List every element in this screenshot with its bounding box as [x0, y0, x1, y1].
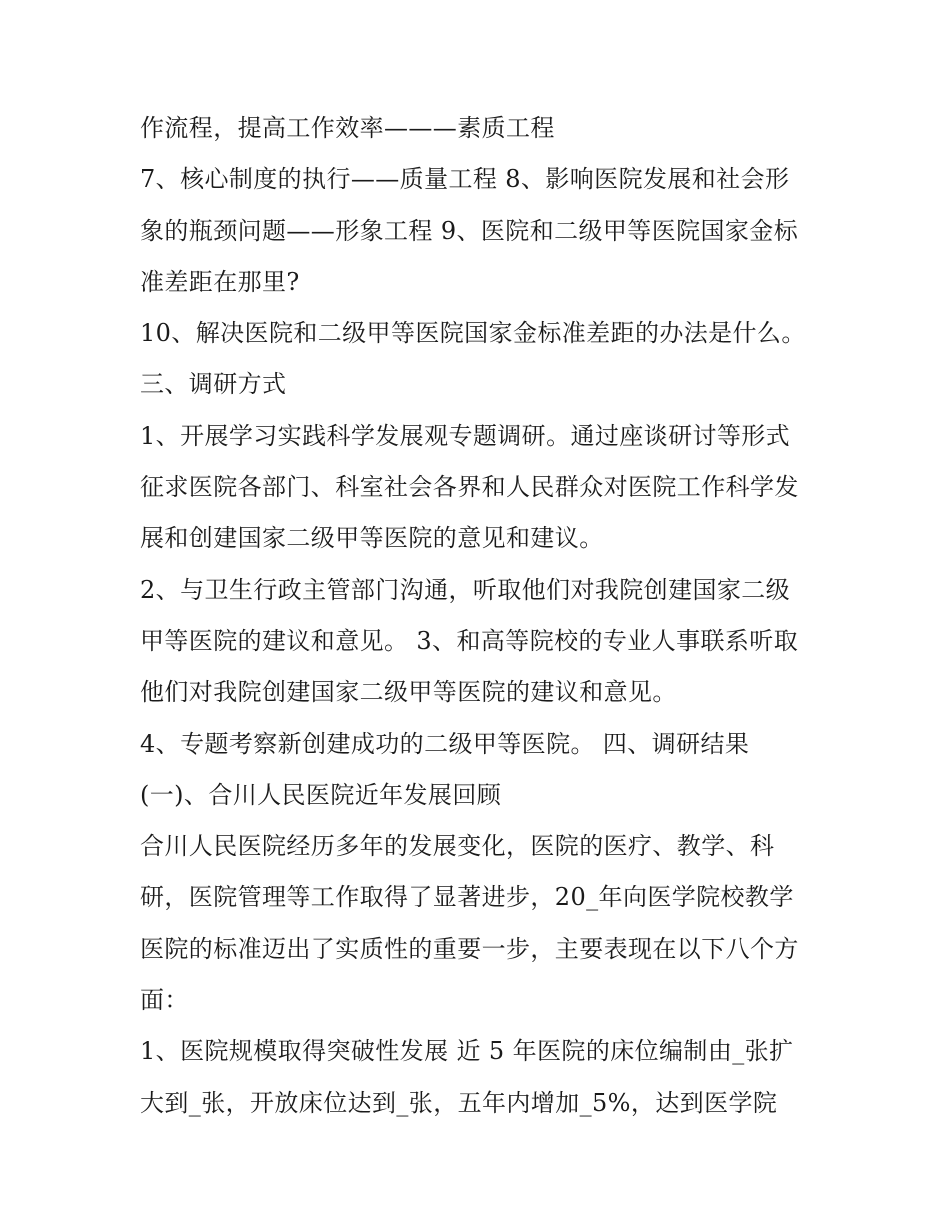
- subsection-heading: (一)、合川人民医院近年发展回顾: [140, 780, 502, 809]
- text-line: 大到_张，开放床位达到_张，五年内增加_5%，达到医学院: [140, 1088, 778, 1117]
- text-line: 4、专题考察新创建成功的二级甲等医院。 四、调研结果: [140, 729, 750, 758]
- text-line: 研，医院管理等工作取得了显著进步，20_年向医学院校教学: [140, 883, 794, 912]
- text-line: 他们对我院创建国家二级甲等医院的建议和意见。: [140, 678, 677, 707]
- text-line: 甲等医院的建议和意见。 3、和高等院校的专业人事联系听取: [140, 626, 799, 655]
- document-body: [140, 106, 820, 1132]
- text-line: 2、与卫生行政主管部门沟通，听取他们对我院创建国家二级: [140, 575, 791, 604]
- text-line: 准差距在那里?: [140, 267, 300, 296]
- text-line: 面：: [140, 986, 189, 1015]
- text-line: 7、核心制度的执行——质量工程 8、影响医院发展和社会形: [140, 165, 790, 194]
- text-line: 象的瓶颈问题——形象工程 9、医院和二级甲等医院国家金标: [140, 216, 799, 245]
- section-heading: 三、调研方式: [140, 370, 287, 399]
- text-line: 1、医院规模取得突破性发展 近 5 年医院的床位编制由_张扩: [140, 1037, 794, 1066]
- text-line: 医院的标准迈出了实质性的重要一步，主要表现在以下八个方: [140, 934, 799, 963]
- text-line: 1、开展学习实践科学发展观专题调研。通过座谈研讨等形式: [140, 421, 791, 450]
- text-line: 征求医院各部门、科室社会各界和人民群众对医院工作科学发: [140, 473, 799, 502]
- text-line: 合川人民医院经历多年的发展变化，医院的医疗、教学、科: [140, 832, 775, 861]
- text-line: 作流程，提高工作效率———素质工程: [140, 114, 555, 142]
- text-line: 10、解决医院和二级甲等医院国家金标准差距的办法是什么。: [140, 319, 806, 348]
- text-line: 展和创建国家二级甲等医院的意见和建议。: [140, 524, 604, 553]
